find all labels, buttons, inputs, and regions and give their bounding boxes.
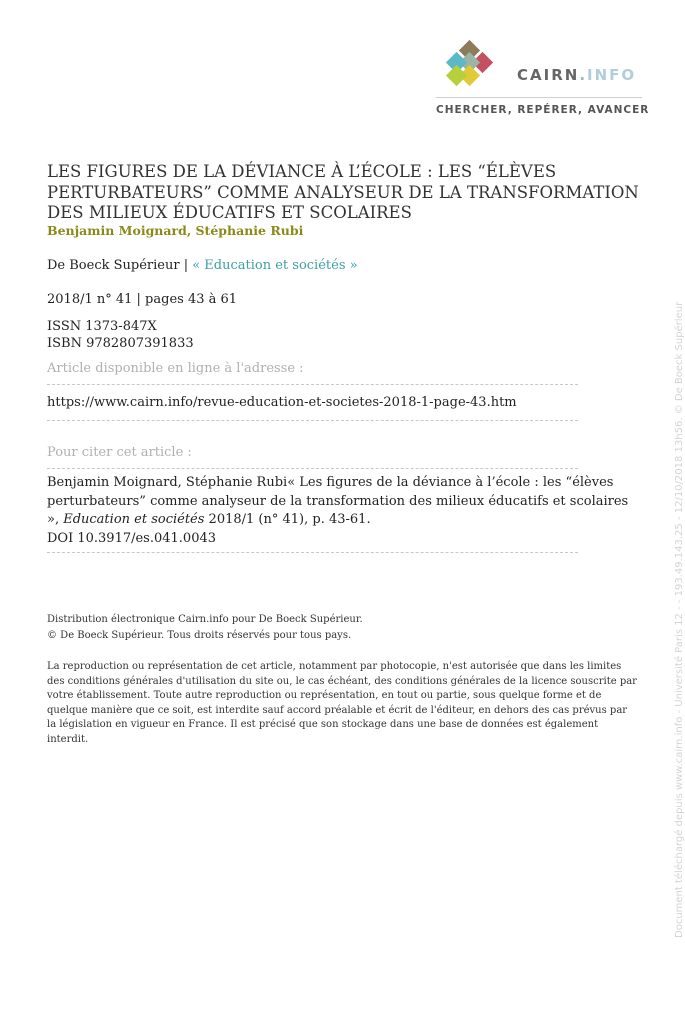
download-stamp: Document téléchargé depuis www.cairn.info - Université Paris 12 - - 193.49.143.25 - 12/10/2018 13h56. © De Boeck Supérieur [674,301,685,938]
logo-divider [436,97,642,98]
publisher-name: De Boeck Supérieur | [47,258,189,273]
copyright-line: © De Boeck Supérieur. Tous droits réservés pour tous pays. [47,630,352,641]
divider [47,384,578,385]
cairn-logo-name: CAIRN.INFO [517,66,637,84]
distribution-notice [47,612,637,644]
citation-block [47,474,637,548]
citation-journal: Education et sociétés [63,512,205,527]
publisher-line [47,258,358,273]
issn: ISSN 1373-847X [47,319,157,334]
cairn-logo [436,42,650,120]
article-url[interactable]: https://www.cairn.info/revue-education-et-societes-2018-1-page-43.htm [47,395,517,410]
article-title: LES FIGURES DE LA DÉVIANCE À L’ÉCOLE : LES “ÉLÈVES PERTURBATEURS” COMME ANALYSEUR DE LA TRANSFORMATION DES MILIEUX ÉDUCATIFS ET SCOLAIRES [47,162,639,222]
divider [47,420,578,421]
legal-notice: La reproduction ou représentation de cet article, notamment par photocopie, n'est autorisée que dans les limites des conditions générales d'utilisation du site ou, le cas échéant, des conditions générales de la licence souscrite par votre établissement. Toute autre reproduction ou représentation, en tout ou partie, sous quelque forme et de quelque manière que ce soit, est interdite sauf accord préalable et écrit de l'éditeur, en dehors des cas prévus par la législation en vigueur en France. Il est précisé que son stockage dans une base de données est également interdit. [47,661,637,745]
article-authors: Benjamin Moignard, Stéphanie Rubi [47,223,304,238]
citation-label: Pour citer cet article : [47,445,192,460]
availability-label: Article disponible en ligne à l'adresse : [47,361,304,376]
logo-tagline: CHERCHER, REPÉRER, AVANCER [436,104,650,116]
issue-info: 2018/1 n° 41 | pages 43 à 61 [47,292,238,307]
logo-diamond-6 [446,65,467,86]
citation-text: Benjamin Moignard, Stéphanie Rubi« Les figures de la déviance à l’école : les “élèves perturbateurs” comme analyseur de la transformation des milieux éducatifs et scolaires », [47,475,629,527]
cairn-logo-mark [436,42,506,92]
citation-details: 2018/1 (n° 41), p. 43-61. [204,512,371,527]
divider [47,552,578,553]
collection-link[interactable]: « Education et sociétés » [192,258,358,273]
citation-doi[interactable]: DOI 10.3917/es.041.0043 [47,530,217,546]
divider [47,468,578,469]
isbn: ISBN 9782807391833 [47,336,194,351]
distribution-line: Distribution électronique Cairn.info pour De Boeck Supérieur. [47,614,363,625]
identifiers [47,318,194,352]
